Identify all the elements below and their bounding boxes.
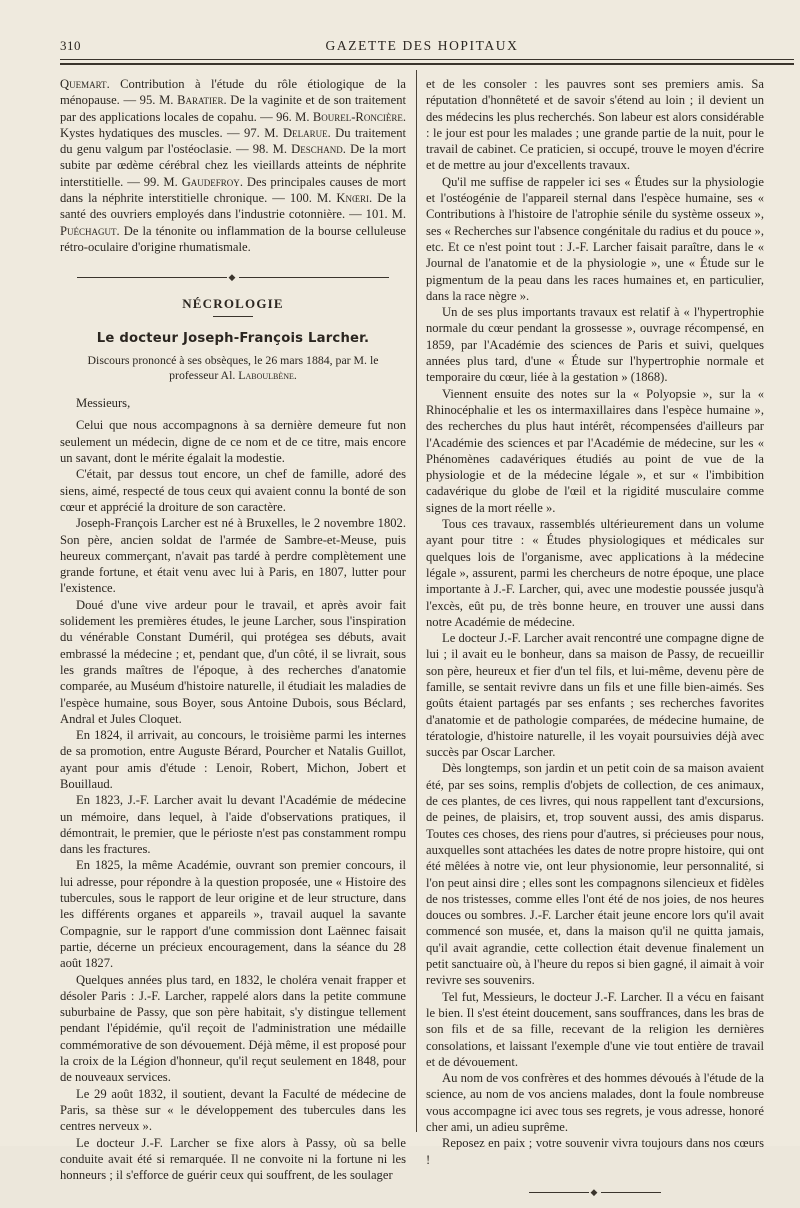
section-title-rule	[213, 316, 253, 317]
journal-title: GAZETTE DES HOPITAUX	[325, 38, 519, 53]
paragraph: Joseph-François Larcher est né à Bruxelles, le 2 novembre 1802. Son père, ancien soldat de l'armée de Sambre-et-Meuse, puis heureux commerçant, n'avait pas tardé à perdre complètement une grande fortune, et était venu avec lui à Paris, en 1807, lutter pour l'existence.	[60, 516, 406, 596]
author-name: Deschand	[291, 142, 343, 157]
section-title: NÉCROLOGIE	[182, 295, 284, 311]
paragraph: Tel fut, Messieurs, le docteur J.-F. Larcher. Il a vécu en faisant le bien. Il s'est éteint doucement, sans souffrances, dans les bras de son fils et de sa fille, recevant de la religion les dernières consolations, et laissant l'exemple d'une vie tout entière de travail et de dévouement.	[426, 989, 764, 1069]
diamond-ornament-icon: ◆	[590, 1186, 600, 1197]
paragraph: En 1824, il arrivait, au concours, le troisième parmi les internes de sa promotion, entre Auguste Bérard, Pourcher et Natalis Guillot, ayant pour amis d'étude : Lenoir, Robert, Michon, Jobert et Bouillaud.	[60, 728, 406, 791]
left-column	[60, 76, 406, 1183]
author-name: Delarue	[282, 125, 328, 140]
page-number: 310	[60, 38, 81, 53]
paragraph: Le docteur J.-F. Larcher se fixe alors à Passy, où sa belle conduite avait été si remarquée. Il ne convoite ni la fortune ni les honneurs ; il s'efforce de guérir ceux qui souffrent, de les soulager	[60, 1135, 406, 1183]
header-rule-thin	[60, 59, 794, 60]
right-column	[426, 76, 764, 1208]
paragraph: Un de ses plus importants travaux est relatif à « l'hypertrophie normale du cœur pendant la grossesse », ouvrage récompensé, en 1859, par l'Académie des sciences de Paris et suivi, quelques années plus tard, d'une « Étude sur l'hypertrophie normale et temporaire du cœur, liée à la gestation » (1868).	[426, 305, 764, 385]
salutation: Messieurs,	[76, 396, 131, 411]
author-name: Baratier	[177, 93, 224, 108]
paragraph: En 1825, la même Académie, ouvrant son premier concours, il lui adresse, pour répondre à la question proposée, une « Histoire des tubercules, sous le rapport de leur origine et de leur structure, dans les différents organes et appareils », travail auquel la savante Compagnie, sur le rapport d'une commission dont Laënnec faisait partie, décerne un précieux encouragement, dans la séance du 28 août 1827.	[60, 858, 406, 971]
article-title: Le docteur Joseph-François Larcher.	[96, 330, 370, 346]
author-name: Puéchagut	[60, 223, 117, 238]
column-divider	[416, 70, 417, 1132]
paragraph: Au nom de vos confrères et des hommes dévoués à l'étude de la science, au nom de vos anciens malades, dont la foule nombreuse vous accompagne ici avec tous ses regrets, je vous adresse, honoré cher ami, un adieu suprême.	[426, 1071, 764, 1134]
paragraph: Le docteur J.-F. Larcher avait rencontré une compagne digne de lui ; il avait eu le bonheur, dans sa maison de Passy, de recueillir son père, heureux et fier d'un tel fils, et lui-même, devenu père de famille, se sentait revivre dans un fils et une fille bien-aimés. Ses goûts étaient partagés par ses enfants ; ses recherches favorites d'anatomie et de pathologie comparées, de médecine humaine, de tératologie, d'histoire naturelle, il les voyait poursuivies déjà avec succès par Oscar Larcher.	[426, 631, 764, 760]
paragraph: C'était, par dessus tout encore, un chef de famille, adoré des siens, aimé, respecté de tous ceux qui avaient connu la bonté de son cœur et apprécié la droiture de son caractère.	[60, 467, 406, 514]
diamond-ornament-icon: ◆	[228, 272, 238, 283]
paragraph: Dès longtemps, son jardin et un petit coin de sa maison avaient été, par ses soins, remplis d'objets de collection, de ces animaux, de ces plantes, de ces livres, qui nous rappellent tant d'excursions, de peines, de plaisirs, et, trop souvent aussi, des amis disparus. Toutes ces choses, des riens pour d'autres, si précieuses pour nous, auxquelles sont attachées les dates de notre propre histoire, qui ont été mêlées à notre vie, ont leur physionomie, leur personnalité, si l'on peut ainsi dire ; elles sont les compagnons silencieux et fidèles de nos tristesses, comme elles l'ont été de nos joies, de nos heures douces ou sombres. J.-F. Larcher était jeune encore lors qu'il avait commencé son musée, et, dans la maison qu'il ne quitta jamais, qu'il avait agrandie, cette collection était devenue finalement un petit sanctuaire où, à l'heure du repos si bien gagné, il aimait à voir revivre ses souvenirs.	[426, 761, 764, 988]
thesis-list-paragraph: Quemart. Contribution à l'étude du rôle étiologique de la ménopause. — 95. M. Baratier. De la vaginite et de son traitement par des applications locales de copahu. — 96. M. Bourel-Roncière. Kystes hydatiques des muscles. — 97. M. Delarue. Du traitement du genu valgum par l'ostéoclasie. — 98. M. Deschand. De la mort subite par œdème cérébral chez les vieillards atteints de néphrite interstitielle. — 99. M. Gaudefroy. Des principales causes de mort dans la néphrite interstitielle chronique. — 100. M. Knœri. De la santé des ouvriers employés dans l'industrie cotonnière. — 101. M. Puéchagut. De la ténonite ou inflammation de la bourse celluleuse rétro-oculaire d'origine rhumatismale.	[60, 77, 407, 254]
paragraph: Le 29 août 1832, il soutient, devant la Faculté de médecine de Paris, sa thèse sur « le développement des tubercules dans les centres nerveux ».	[60, 1086, 406, 1134]
author-name: Gaudefroy	[181, 174, 240, 189]
article-byline: Discours prononcé à ses obsèques, le 26 mars 1884, par M. le professeur Al. Laboulbène.	[87, 353, 379, 383]
page-header	[60, 36, 784, 60]
author-name: Knœri	[336, 191, 369, 206]
paragraph: Tous ces travaux, rassemblés ultérieurement dans un volume ayant pour titre : « Études physiologiques et médicales sur quelques lois de l'organisme, avec applications à la médecine légale », assurent, parmi les chercheurs de notre époque, une place importante à J.-F. Larcher, qui, avec une modestie poussée jusqu'à l'excès, eût pu, de très bonne heure, en trouver une aussi dans notre Académie de médecine.	[426, 517, 764, 629]
paragraph: Qu'il me suffise de rappeler ici ses « Études sur la physiologie et l'ostéogénie de l'appareil sternal dans l'espèce humaine, ses « Contributions à l'histoire de l'atrophie sénile du système osseux », ses « Recherches sur l'absence congénitale du radius et du pouce », etc. Et ce n'est point tout : J.-F. Larcher faisait paraître, dans le « Journal de l'anatomie et de la physiologie », une « Étude sur le pigmentum de la peau dans les races humaines et, en particulier, dans la race nègre ».	[426, 174, 764, 303]
paragraph: Reposez en paix ; votre souvenir vivra toujours dans nos cœurs !	[426, 1136, 764, 1167]
paragraph: En 1823, J.-F. Larcher avait lu devant l'Académie de médecine un mémoire, dans lequel, à l'aide d'observations pratiques, il démontrait, le premier, que le périoste n'est pas constamment rompu dans les fractures.	[60, 793, 406, 857]
section-separator	[60, 269, 406, 285]
author-name: Bourel-Roncière	[312, 109, 403, 124]
header-rule-thick	[60, 63, 794, 65]
paragraph: et de les consoler : les pauvres sont ses premiers amis. Sa réputation d'honnêteté et de savoir s'étend au loin ; il devient un des médecins les plus recherchés. Son labeur est alors considérable : le jour est pour les malades ; une grande partie de la nuit, pour le travail de cabinet. Ce praticien, si occupé, trouve le moyen d'écrire et de mettre au jour d'excellents travaux.	[426, 77, 764, 173]
paragraph: Viennent ensuite des notes sur la « Polyopsie », sur la « Rhinocéphalie et les os intermaxillaires dans l'espèce humaine », des recherches du plus haut intérêt, récompensées d'ailleurs par l'Académie des sciences et par l'Académie de médecine, sur les « Phénomènes cadavériques étudiés au point de vue de la physiologie et de la médecine légale », et sur « l'imbibition cadavérique du globe de l'œil et la rigidité musculaire comme signes de la mort réelle ».	[426, 386, 764, 515]
paragraph: Doué d'une vive ardeur pour le travail, et après avoir fait solidement les premières études, le jeune Larcher, sous l'inspiration du vénérable Constant Duméril, qui protégea ses débuts, avait embrassé la médecine ; et, pendant que, d'un côté, il se livrait, sous les grands maîtres de l'époque, à des recherches d'anatomie comparée, au Muséum d'histoire naturelle, il étudiait les maladies de l'espèce humaine, sous Boyer, sous Antoine Dubois, sous Béclard, Andral et Jules Cloquet.	[60, 597, 406, 726]
byline-author: Laboulbène	[238, 368, 294, 383]
end-separator	[426, 1184, 764, 1200]
author-name: Quemart	[60, 77, 107, 91]
paragraph: Celui que nous accompagnons à sa dernière demeure fut non seulement un médecin, digne de ce nom et de ce titre, mais encore un savant, dont le mérite égalait la modestie.	[60, 418, 406, 466]
paragraph: Quelques années plus tard, en 1832, le choléra venait frapper et désoler Paris : J.-F. Larcher, rappelé alors dans la petite commune suburbaine de Passy, que son père habitait, s'y distingue tellement pendant l'épidémie, qu'il reçoit de l'administration une médaille commémorative de son dévouement. Déjà même, il est proposé pour la croix de la Légion d'honneur, qu'il reçut seulement en 1848, pour de nouveaux services.	[60, 972, 406, 1085]
